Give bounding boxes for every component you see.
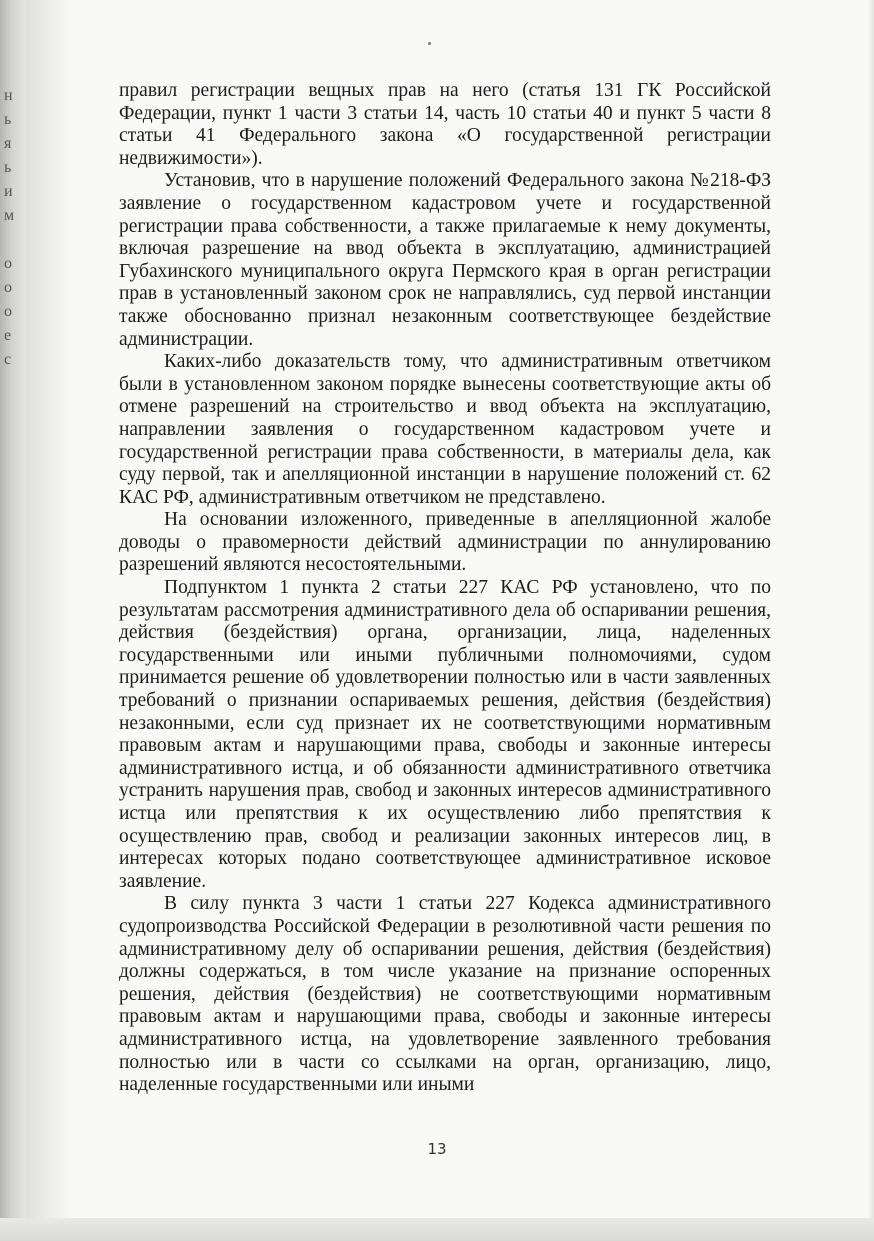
margin-fragment: м <box>4 207 15 224</box>
paragraph-no-evidence: Каких-либо доказательств тому, что административным ответчиком были в установленном законом порядке вынесены соответствующие акты об отмене разрешений на строительство и ввод объекта на эксплуатацию, направлении заявления о государственном кадастровом учете и государственной регистрации права собственности, в материалы дела, как суду первой, так и апелляционной инстанции в нарушение положений ст. 62 КАС РФ, административным ответчиком не представлено. <box>119 351 771 508</box>
margin-fragment: с <box>4 351 12 368</box>
margin-fragment: ь <box>4 159 12 176</box>
margin-fragment: и <box>4 183 13 200</box>
binding-shadow <box>26 0 74 1241</box>
paragraph-article-227-subpoint: Подпунктом 1 пункта 2 статьи 227 КАС РФ установлено, что по результатам рассмотрения административного дела об оспаривании решения, действия (бездействия) органа, организации, лица, наделенных государственными или иными публичными полномочиями, судом принимается решение об удовлетворении полностью или в части заявленных требований о признании оспариваемых решения, действия (бездействия) незаконными, если суд признает их не соответствующими нормативным правовым актам и нарушающими права, свободы и законные интересы административного истца, и об обязанности административного ответчика устранить нарушения прав, свобод и законных интересов административного истца или препятствия к их осуществлению либо препятствия к осуществлению прав, свобод и реализации законных интересов лиц, в интересах которых подано соответствующее административное исковое заявление. <box>119 577 771 892</box>
margin-fragment: е <box>4 327 12 344</box>
margin-fragment: о <box>4 303 12 320</box>
paragraph-inaction-finding: Установив, что в нарушение положений Федерального закона №218-ФЗ заявление о государственном кадастровом учете и государственной регистрации права собственности, а также прилагаемые к нему документы, включая разрешение на ввод объекта в эксплуатацию, администрацией Губахинского муниципального округа Пермского края в орган регистрации прав в установленный законом срок не направлялись, суд первой инстанции также обоснованно признал незаконным соответствующее бездействие администрации. <box>119 170 771 350</box>
scan-bottom-edge <box>0 1218 874 1241</box>
scan-right-edge <box>868 0 874 1241</box>
paragraph-article-227-point-3: В силу пункта 3 части 1 статьи 227 Кодекса административного судопроизводства Российской Федерации в резолютивной части решения по административному делу об оспаривании решения, действия (бездействия) должны содержаться, в том числе указание на признание оспоренных решения, действия (бездействия) не соответствующими нормативным правовым актам и нарушающими права, свободы и законные интересы административного истца, на удовлетворение заявленного требования полностью или в части со ссылками на орган, организацию, лицо, наделенные государственными или иными <box>119 893 771 1096</box>
page-number: 13 <box>427 1140 447 1158</box>
margin-fragment: о <box>4 255 12 272</box>
paragraph-continuation: правил регистрации вещных прав на него (статья 131 ГК Российской Федерации, пункт 1 части 3 статьи 14, часть 10 статьи 40 и пункт 5 части 8 статьи 41 Федерального закона «О государственной регистрации недвижимости»). <box>119 80 771 169</box>
margin-fragment <box>4 228 20 252</box>
paragraph-conclusion: На основании изложенного, приведенные в апелляционной жалобе доводы о правомерности действий администрации по аннулированию разрешений являются несостоятельными. <box>119 509 771 576</box>
margin-fragment: я <box>4 135 12 152</box>
document-body <box>119 80 771 1097</box>
margin-fragment: н <box>4 87 13 104</box>
scan-speck <box>428 42 431 45</box>
margin-fragment: ь <box>4 111 12 128</box>
margin-fragment: о <box>4 279 12 296</box>
previous-page-margin-fragments <box>4 84 20 372</box>
